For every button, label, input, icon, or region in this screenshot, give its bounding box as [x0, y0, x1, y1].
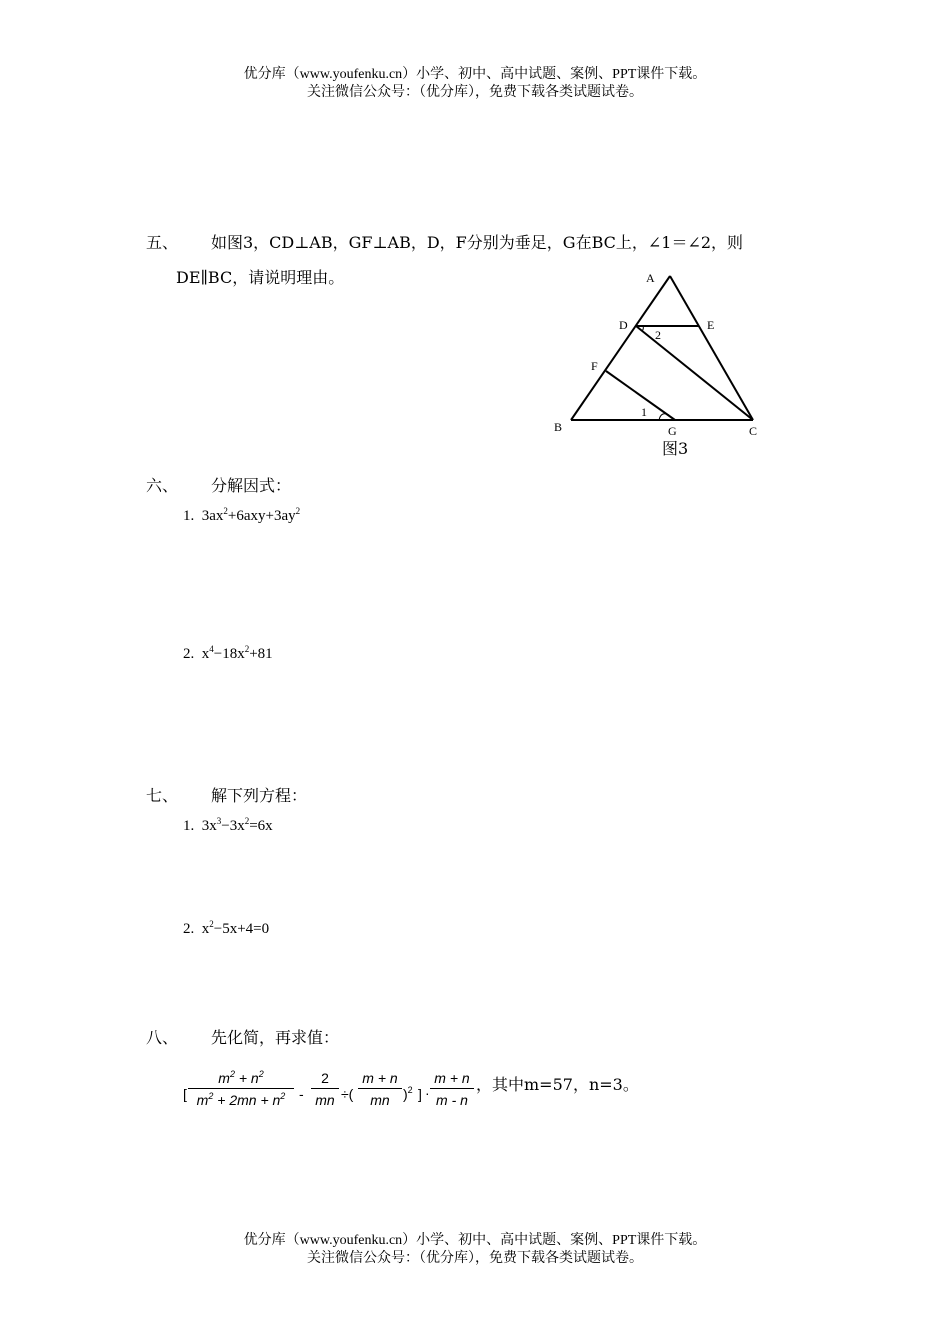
fraction-3: $\frac{m + n}{mn}$ [358, 1070, 402, 1108]
header-line-2: 关注微信公众号：（优分库），免费下载各类试题试卷。 [307, 85, 643, 100]
label-angle-2: 2 [655, 328, 661, 342]
segment-ac [670, 276, 753, 420]
label-g: G [668, 424, 677, 438]
q5-text-line-2: DE∥BC，请说明理由。 [176, 268, 345, 287]
q6-item-2: 2. $x^4-18x^2+81$ [183, 644, 273, 662]
q8-number: 八、 [146, 1028, 179, 1047]
label-d: D [619, 318, 628, 332]
triangle-figure [545, 265, 785, 465]
fraction-2: $\frac{2}{mn}$ [311, 1070, 339, 1108]
segment-ab [571, 276, 670, 420]
figure-caption: 图3 [662, 439, 689, 458]
q6-item-1: 1. $3ax^2+6axy+3ay^2$ [183, 506, 301, 524]
item-index: 2. [183, 646, 195, 662]
label-a: A [646, 271, 655, 285]
q7-item-2: 2. $x^2-5x+4=0$ [183, 919, 270, 937]
q6-number: 六、 [146, 476, 179, 495]
label-angle-1: 1 [641, 405, 647, 419]
fraction-4: $\frac{m + n}{m - n}$ [430, 1070, 474, 1108]
q5-text-line-1: 如图3，CD⊥AB，GF⊥AB，D，F分别为垂足，G在BC上，∠1＝∠2，则 [211, 233, 744, 252]
q5-number: 五、 [146, 233, 179, 252]
label-f: F [591, 359, 598, 373]
item-index: 2. [183, 921, 195, 937]
label-c: C [749, 424, 758, 438]
q8-title: 先化简，再求值： [211, 1028, 340, 1047]
item-index: 1. [183, 508, 195, 524]
label-e: E [707, 318, 715, 332]
q6-title: 分解因式： [211, 476, 292, 495]
q7-item-1: 1. $3x^3-3x^2=6x$ [183, 816, 273, 834]
q8-condition: ，其中m=57，n=3。 [476, 1075, 639, 1094]
q7-number: 七、 [146, 786, 179, 805]
footer-line-2: 关注微信公众号：（优分库），免费下载各类试题试卷。 [307, 1251, 643, 1266]
label-b: B [554, 420, 563, 434]
footer-line-1: 优分库（www.youfenku.cn）小学、初中、高中试题、案例、PPT课件下载。 [243, 1233, 707, 1248]
q7-title: 解下列方程： [211, 786, 308, 805]
fraction-1: $\frac{m^2 + n^2}{m^2 + 2mn + n^2}$ [188, 1070, 294, 1108]
header-line-1: 优分库（www.youfenku.cn）小学、初中、高中试题、案例、PPT课件下载。 [243, 67, 707, 82]
item-index: 1. [183, 818, 195, 834]
